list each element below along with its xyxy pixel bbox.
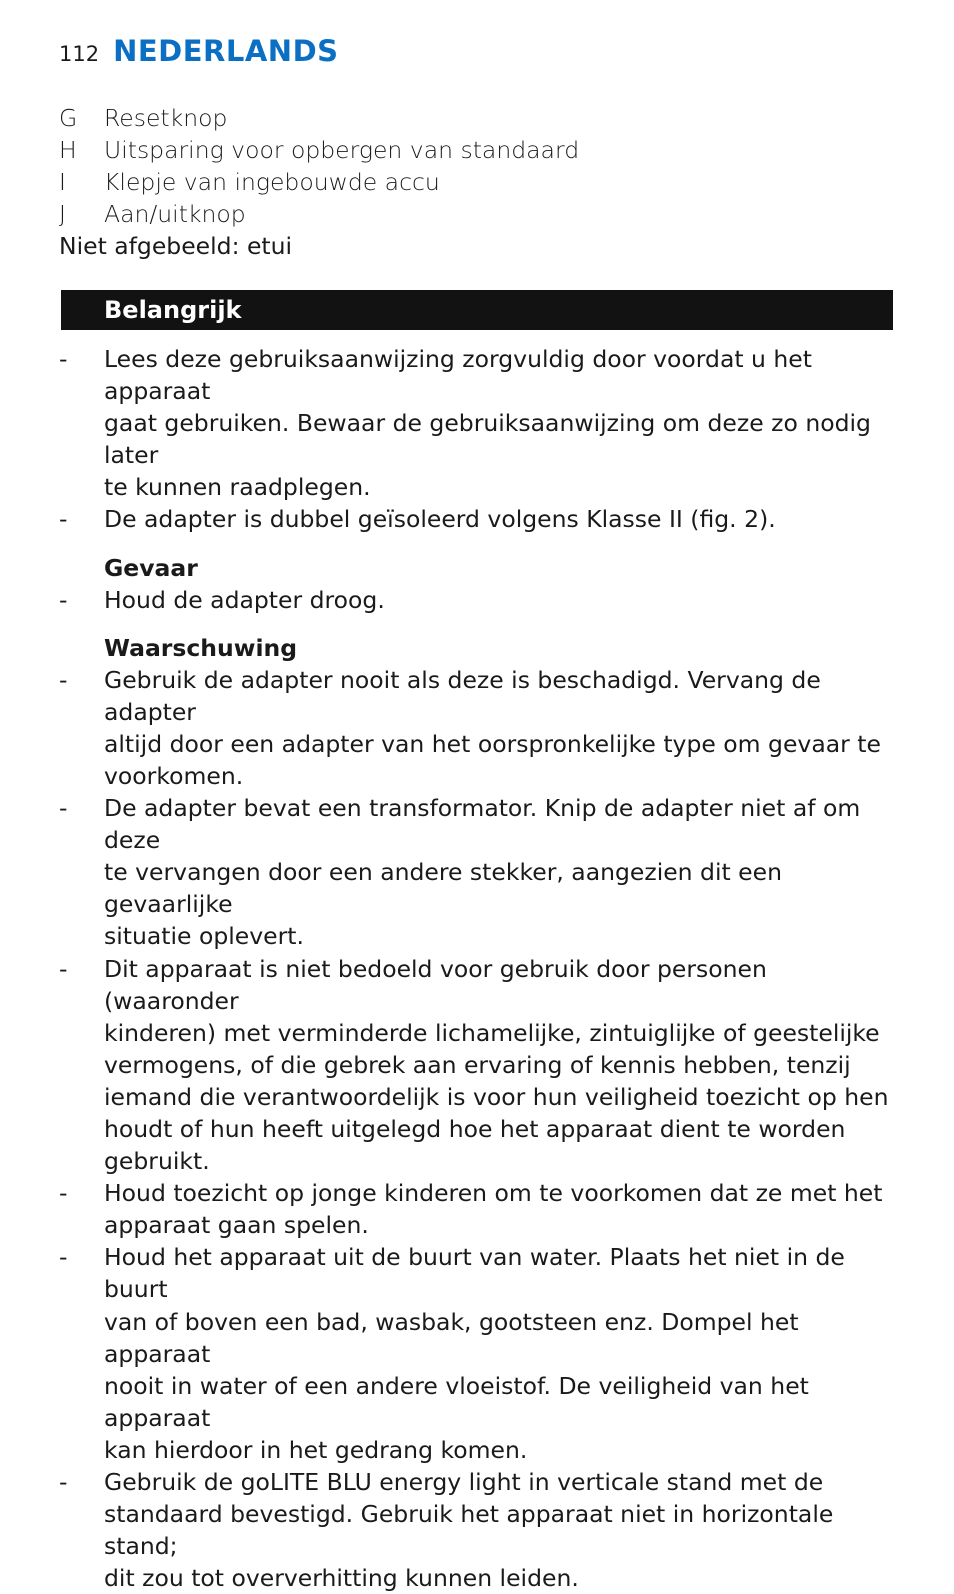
part-label: Uitsparing voor opbergen van standaard bbox=[104, 136, 580, 164]
part-label: Aan/uitknop bbox=[104, 200, 246, 228]
list-item bbox=[59, 664, 899, 792]
parts-list-item bbox=[59, 166, 899, 198]
part-letter: I bbox=[59, 168, 66, 196]
warning-heading: Waarschuwing bbox=[104, 633, 298, 662]
part-letter: H bbox=[59, 136, 77, 164]
bullet-dash: - bbox=[59, 954, 68, 983]
parts-list-item bbox=[59, 198, 899, 230]
bullet-dash: - bbox=[59, 665, 68, 694]
section-heading: Belangrijk bbox=[104, 296, 242, 324]
page-number: 112 bbox=[59, 42, 100, 66]
bullet-text: Houd de adapter droog. bbox=[104, 585, 385, 614]
section-heading-bar bbox=[61, 290, 893, 330]
list-item bbox=[59, 1466, 899, 1594]
page-header bbox=[59, 34, 339, 74]
list-item bbox=[59, 1241, 899, 1466]
important-content bbox=[59, 343, 899, 1594]
bullet-text: Dit apparaat is niet bedoeld voor gebruik door personen (waaronder kinderen) met verminderde lichamelijke, zintuiglijke of geestelijke vermogens, of die gebrek aan ervaring of kennis hebben, tenzij iemand die verantwoordelijk is voor hun veiligheid toezicht op hen houdt of hun heeft uitgelegd hoe het apparaat dient te worden gebruikt. bbox=[104, 954, 889, 1176]
bullet-text: De adapter bevat een transformator. Knip de adapter niet af om deze te vervangen door een andere stekker, aangezien dit een gevaarlijke situatie oplevert. bbox=[104, 794, 861, 951]
part-letter: J bbox=[59, 200, 66, 228]
bullet-dash: - bbox=[59, 585, 68, 614]
part-label: Klepje van ingebouwde accu bbox=[104, 168, 440, 196]
bullet-text: Gebruik de goLITE BLU energy light in verticale stand met de standaard bevestigd. Gebruik het apparaat niet in horizontale stand; dit zou tot oververhitting kunnen leiden. bbox=[104, 1468, 834, 1593]
part-label: Resetknop bbox=[104, 104, 228, 132]
not-shown-note: Niet afgebeeld: etui bbox=[59, 232, 293, 260]
list-item bbox=[59, 792, 899, 952]
parts-list bbox=[59, 102, 899, 262]
bullet-text: De adapter is dubbel geïsoleerd volgens Klasse II (fig. 2). bbox=[104, 505, 776, 534]
part-letter: G bbox=[59, 104, 78, 132]
parts-list-item bbox=[59, 134, 899, 166]
list-item bbox=[59, 503, 899, 535]
bullet-dash: - bbox=[59, 505, 68, 534]
danger-heading: Gevaar bbox=[104, 553, 198, 582]
list-item bbox=[59, 343, 899, 503]
bullet-text: Gebruik de adapter nooit als deze is beschadigd. Vervang de adapter altijd door een adapter van het oorspronkelijke type om gevaar te voorkomen. bbox=[104, 665, 881, 790]
bullet-dash: - bbox=[59, 1243, 68, 1272]
bullet-text: Houd het apparaat uit de buurt van water. Plaats het niet in de buurt van of boven een bad, wasbak, gootsteen enz. Dompel het apparaat nooit in water of een andere vloeistof. De veiligheid van het apparaat kan hierdoor in het gedrang komen. bbox=[104, 1243, 845, 1464]
bullet-text: Lees deze gebruiksaanwijzing zorgvuldig door voordat u het apparaat gaat gebruiken. Bewaar de gebruiksaanwijzing om deze zo nodig later te kunnen raadplegen. bbox=[104, 345, 871, 502]
bullet-text: Houd toezicht op jonge kinderen om te voorkomen dat ze met het apparaat gaan spelen. bbox=[104, 1179, 883, 1240]
list-item bbox=[59, 953, 899, 1178]
page-language-title: NEDERLANDS bbox=[113, 34, 339, 68]
list-item bbox=[59, 1177, 899, 1241]
bullet-dash: - bbox=[59, 345, 68, 373]
bullet-dash: - bbox=[59, 1468, 68, 1496]
bullet-dash: - bbox=[59, 1179, 68, 1208]
bullet-dash: - bbox=[59, 794, 68, 823]
parts-list-item bbox=[59, 102, 899, 134]
list-item bbox=[59, 584, 899, 616]
